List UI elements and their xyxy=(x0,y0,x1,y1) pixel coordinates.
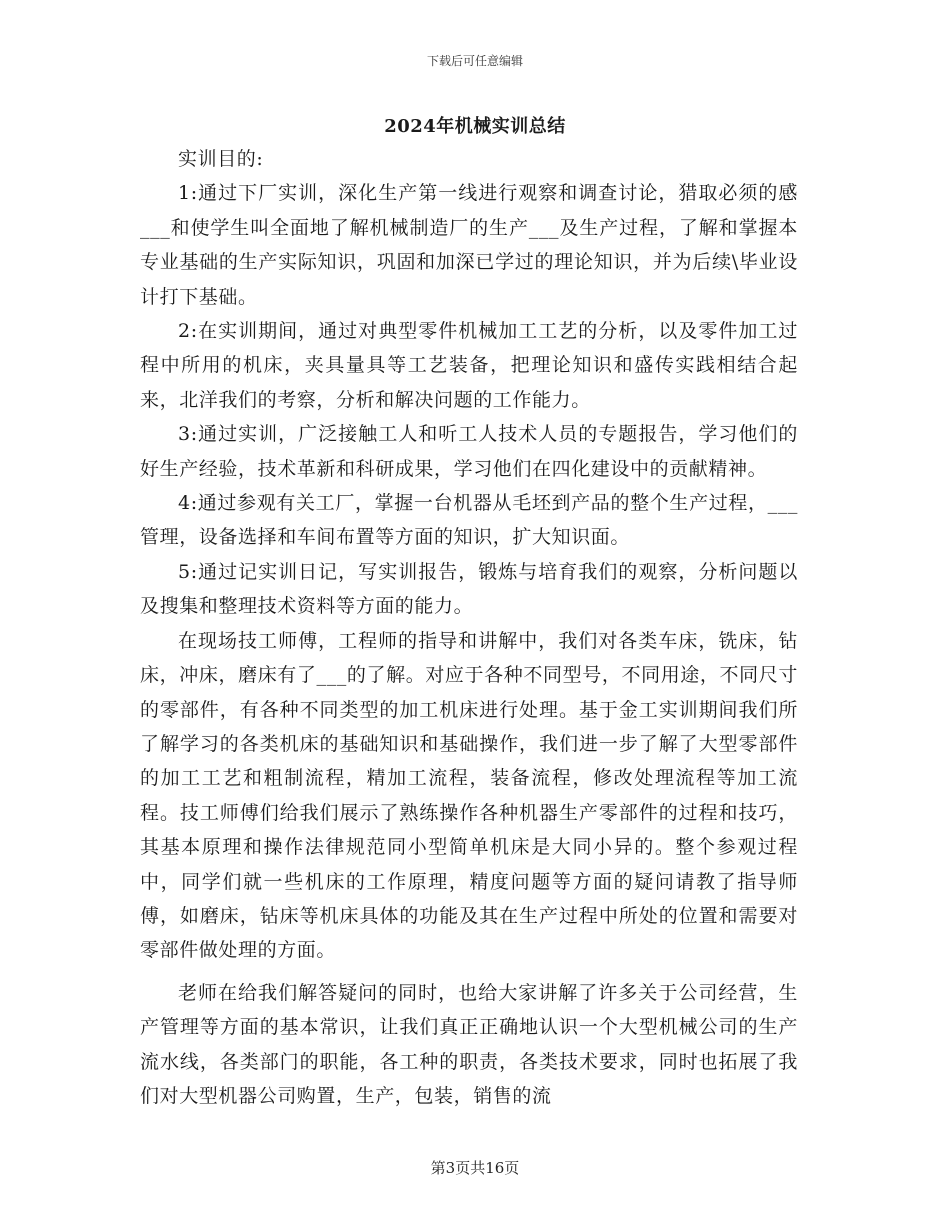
page-header-note: 下载后可任意编辑 xyxy=(426,54,523,68)
paragraph-purpose-2: 2:在实训期间，通过对典型零件机械加工工艺的分析，以及零件加工过程中所用的机床，夹具量具等工艺装备，把理论知识和盛传实践相结合起来，北洋我们的考察，分析和解决问题的工作能力。 xyxy=(140,320,798,411)
paragraph-site-visit: 在现场技工师傅，工程师的指导和讲解中，我们对各类车床，铣床，钻床，冲床，磨床有了___的了解。对应于各种不同型号，不同用途，不同尺寸的零部件，有各种不同类型的加工机床进行处理。基于金工实训期间我们所了解学习的各类机床的基础知识和基础操作，我们进一步了解了大型零部件的加工工艺和粗制流程，精加工流程，装备流程，修改处理流程等加工流程。技工师傅们给我们展示了熟练操作各种机器生产零部件的过程和技巧，其基本原理和操作法律规范同小型简单机床是大同小异的。整个参观过程中，同学们就一些机床的工作原理，精度问题等方面的疑问请教了指导师傅，如磨床，钻床等机床具体的功能及其在生产过程中所处的位置和需要对零部件做处理的方面。 xyxy=(140,629,798,962)
document-body xyxy=(140,142,798,1113)
paragraph-purpose-heading: 实训目的: xyxy=(178,148,264,170)
paragraph-purpose-4: 4:通过参观有关工厂，掌握一台机器从毛坯到产品的整个生产过程，___管理，设备选择和车间布置等方面的知识，扩大知识面。 xyxy=(140,492,798,549)
paragraph-purpose-5: 5:通过记实训日记，写实训报告，锻炼与培育我们的观察，分析问题以及搜集和整理技术资料等方面的能力。 xyxy=(140,560,798,618)
page-number: 第3页共16页 xyxy=(430,1159,520,1177)
paragraph-purpose-1: 1:通过下厂实训，深化生产第一线进行观察和调查讨论，猎取必须的感___和使学生叫全面地了解机械制造厂的生产___及生产过程，了解和掌握本专业基础的生产实际知识，巩固和加深已学过的理论知识，并为后续\毕业设计打下基础。 xyxy=(140,182,798,308)
document-title: 2024年机械实训总结 xyxy=(384,116,566,137)
paragraph-purpose-3: 3:通过实训，广泛接触工人和听工人技术人员的专题报告，学习他们的好生产经验，技术革新和科研成果，学习他们在四化建设中的贡献精神。 xyxy=(140,423,798,480)
paragraph-teacher-explanation: 老师在给我们解答疑问的同时，也给大家讲解了许多关于公司经营，生产管理等方面的基本常识，让我们真正正确地认识一个大型机械公司的生产流水线，各类部门的职能，各工种的职责，各类技术要求，同时也拓展了我们对大型机器公司购置，生产，包装，销售的流 xyxy=(140,981,798,1107)
